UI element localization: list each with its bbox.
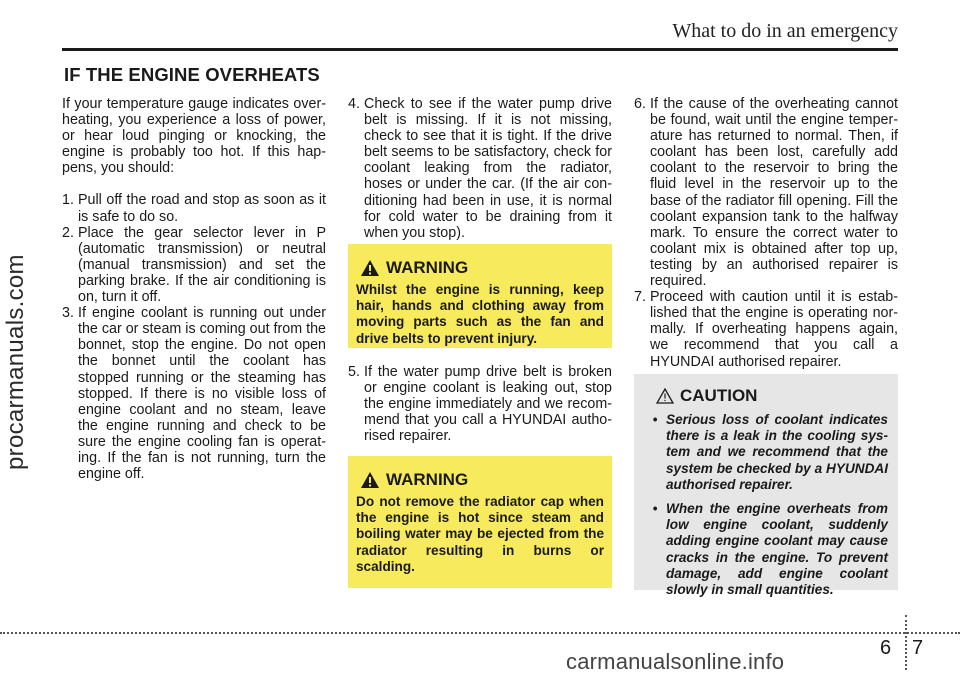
warning-title: WARNING xyxy=(386,470,469,489)
caution-item xyxy=(644,412,888,493)
warning-box-moving-parts xyxy=(348,244,612,348)
warning-title: WARNING xyxy=(386,258,469,277)
page-separator xyxy=(905,615,907,670)
warning-title-row xyxy=(360,258,604,278)
page-header-title: What to do in an emergency xyxy=(672,20,898,42)
caution-box xyxy=(634,374,898,598)
step-number: 4. xyxy=(348,96,360,112)
middle-column-bottom xyxy=(348,364,612,444)
page-number: 7 xyxy=(912,637,924,659)
right-column xyxy=(634,96,898,370)
intro-paragraph: If your temperature gauge indicates over-heating, you experience a loss of power, or hear loud pinging or knocking, the engine is probably too hot. If this hap-pens, you should: xyxy=(62,96,326,177)
step-text: If the cause of the overheating cannot be found, wait until the engine temper-ature has returned to normal. Then, if coolant has been lost, carefully add coolant to the reservoir to bring the fluid level in the reservoir up to the base of the radiator fill opening. Fill the coolant expansion tank to the halfway mark. To ensure the correct water to coolant mix is obtained after top up, testing by an authorised repairer is required. xyxy=(650,96,898,290)
bottom-watermark: carmanualsonline.info xyxy=(566,649,785,674)
step-number: 3. xyxy=(62,305,74,322)
left-column xyxy=(62,96,326,482)
step-text: If engine coolant is running out under the car or steam is coming out from the bonnet, stop the engine. Do not open the bonnet until the coolant has stopped running or the steaming has stopped. If there is no visible loss of engine coolant and no steam, leave the engine running and check to be sure the engine cooling fan is operat-ing. If the fan is not running, turn the engine off. xyxy=(78,305,326,483)
section-title: IF THE ENGINE OVERHEATS xyxy=(64,64,320,85)
step-text: Check to see if the water pump drive belt is missing. If it is not missing, check to see that it is tight. If the drive belt seems to be satisfactory, check for coolant leaking from the radiator, hoses or under the car. (If the air con-ditioning had been in use, it is normal for cold water to be draining from it when you stop). xyxy=(364,96,612,241)
step-item xyxy=(348,96,612,241)
caution-item-text: When the engine overheats from low engine coolant, suddenly adding engine coolant may cause cracks in the engine. To prevent damage, add engine coolant slowly in small quantities. xyxy=(666,501,888,598)
step-number: 6. xyxy=(634,96,646,112)
warning-triangle-icon xyxy=(360,471,380,489)
step-item xyxy=(348,364,612,444)
footer-rule xyxy=(0,632,960,634)
chapter-number: 6 xyxy=(880,637,892,659)
step-number: 1. xyxy=(62,192,74,209)
middle-column-top xyxy=(348,96,612,241)
step-text: If the water pump drive belt is broken or engine coolant is leaking out, stop the engine immediately and we recom-mend that you call a HYUNDAI autho-rised repairer. xyxy=(364,364,612,445)
warning-text: Whilst the engine is running, keep hair, hands and clothing away from moving parts such as the fan and drive belts to prevent injury. xyxy=(356,282,604,346)
warning-triangle-icon xyxy=(360,259,380,277)
caution-triangle-icon xyxy=(656,388,674,404)
step-item xyxy=(634,289,898,369)
warning-box-radiator-cap xyxy=(348,456,612,588)
bullet: • xyxy=(652,501,658,517)
caution-title-row xyxy=(656,386,888,406)
step-item xyxy=(62,192,326,224)
header-rule xyxy=(62,48,898,51)
step-text: Proceed with caution until it is estab-lished that the engine is operating nor-mally. If overheating happens again, we recommend that you call a HYUNDAI authorised repairer. xyxy=(650,289,898,370)
warning-title-row xyxy=(360,470,604,490)
bullet: • xyxy=(652,412,658,427)
step-number: 7. xyxy=(634,289,646,306)
step-text: Place the gear selector lever in P (automatic transmission) or neutral (manual transmission) and set the parking brake. If the air conditioning is on, turn it off. xyxy=(78,224,326,306)
caution-title: CAUTION xyxy=(680,386,758,405)
step-item xyxy=(62,305,326,482)
step-item xyxy=(62,225,326,305)
warning-text: Do not remove the radiator cap when the engine is hot since steam and boiling water may be ejected from the radiator resulting in burns or scalding. xyxy=(356,494,604,574)
caution-item-text: Serious loss of coolant indicates there is a leak in the cooling sys-tem and we recommend that the system be checked by a HYUNDAI authorised repairer. xyxy=(666,412,888,492)
step-item xyxy=(634,96,898,289)
step-number: 2. xyxy=(62,224,74,241)
side-watermark: procarmanuals.com xyxy=(2,254,29,470)
step-text: Pull off the road and stop as soon as it is safe to do so. xyxy=(78,192,326,225)
step-number: 5. xyxy=(348,364,360,380)
caution-item xyxy=(644,501,888,598)
